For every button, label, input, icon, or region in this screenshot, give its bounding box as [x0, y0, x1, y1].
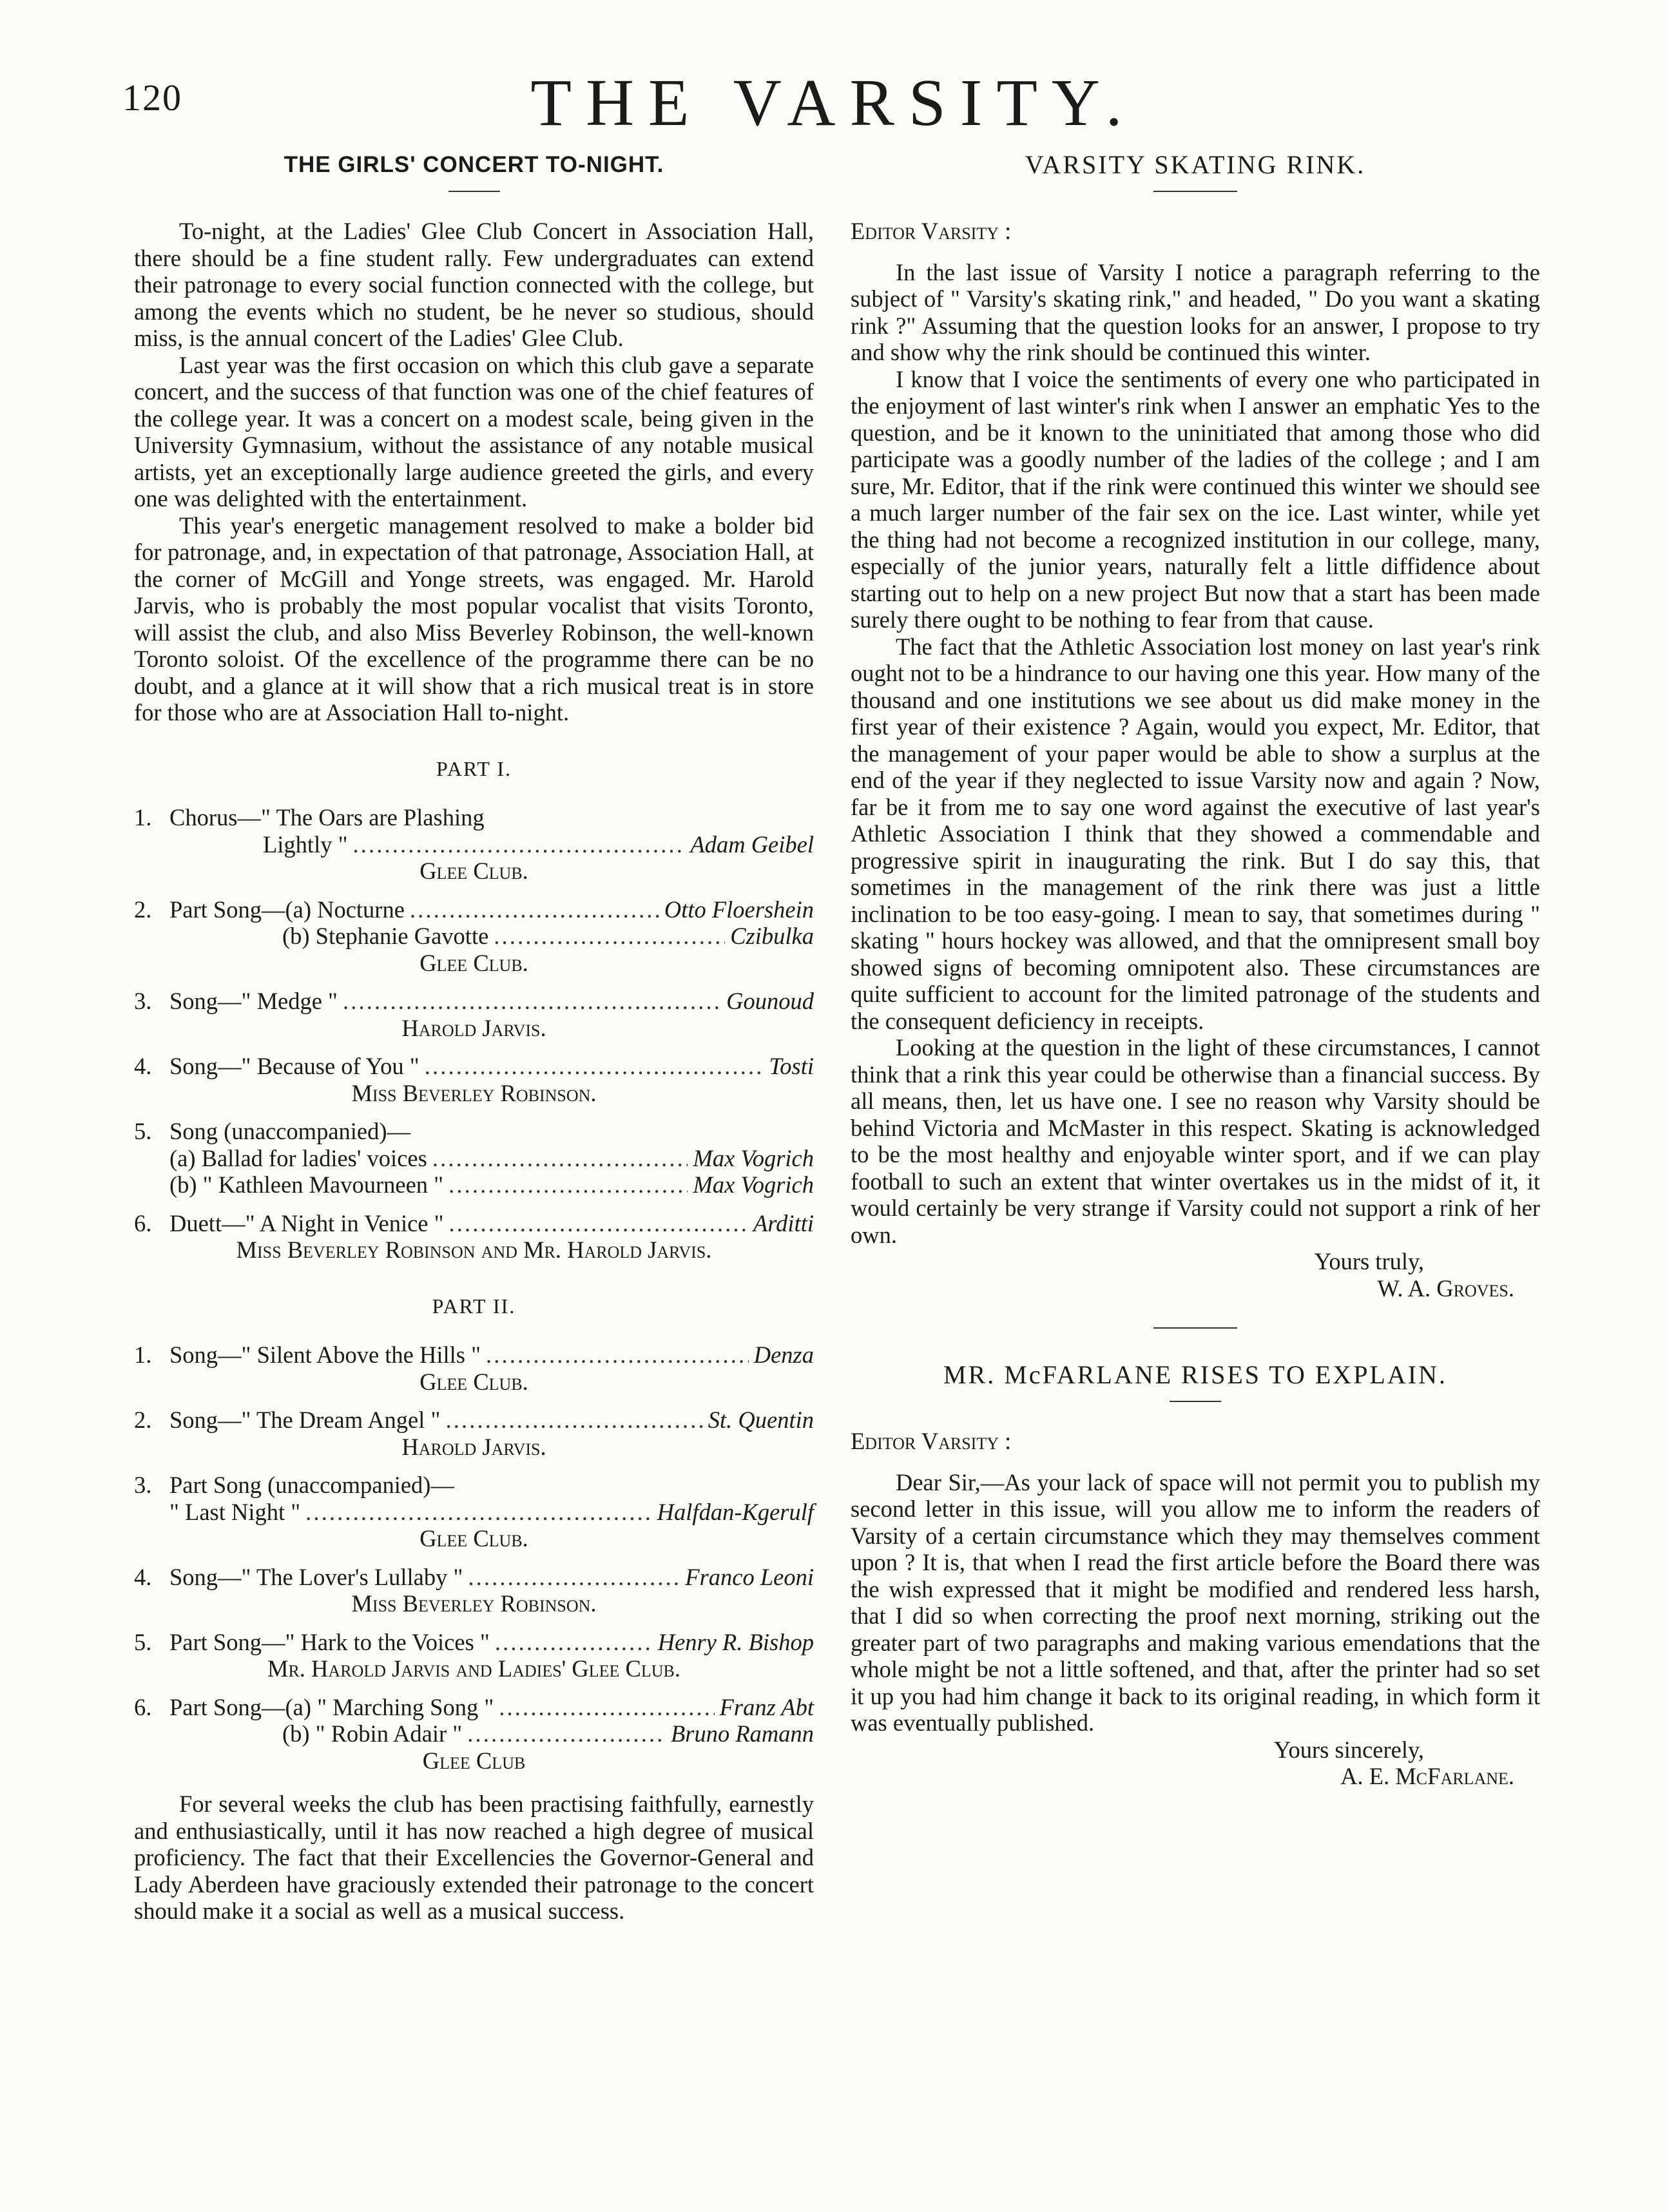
item-composer: Otto Floershein — [664, 896, 814, 923]
article-closing-paragraph: For several weeks the club has been practising faithfully, earnestly and enthusiastically, until it has now reached a high degree of musical proficiency. The fact that their Excellencies the Governor-General and Lady Aberdeen have graciously extended their patronage to the concert should make it a social as well as a musical success. — [134, 1791, 814, 1924]
programme-item — [134, 1564, 814, 1617]
programme-item — [134, 1210, 814, 1264]
item-performer: Harold Jarvis. — [401, 1014, 546, 1041]
letter-salutation: Editor Varsity : — [851, 1428, 1012, 1454]
letter-paragraph: The fact that the Athletic Association lost money on last year's rink ought not to be a hindrance to our having one this year. How many of the thousand and one institutions we see about us did make money in the first year of their existence ? Again, would you expect, Mr. Editor, that the management of your paper would be able to show a surplus at the end of the year if they neglected to issue Varsity now and again ? Now, far be it from me to say one word against the executive of last year's Athletic Association I think that they showed a commendable and progressive spirit in inaugurating the rink. But I do say this, that sometimes in the management of the rink there was just a little inclination to be too easy-going. I mean to say, that sometimes during " skating " hours hockey was allowed, and that the omnipresent small boy showed signs of becoming omnipotent also. These circumstances are quite sufficient to account for the limited patronage of the students and the consequent deficiency in receipts. — [851, 633, 1540, 1034]
letter-signature: A. E. McFarlane. — [1340, 1763, 1514, 1789]
item-title: (b) " Kathleen Mavourneen " — [169, 1171, 444, 1198]
item-number: 2. — [134, 896, 152, 923]
item-composer: Max Vogrich — [693, 1171, 814, 1198]
programme-item — [134, 1472, 814, 1552]
masthead: THE VARSITY. — [530, 66, 1137, 140]
programme-part-heading: PART II. — [432, 1294, 516, 1318]
item-number: 4. — [134, 1053, 152, 1079]
item-title: (b) " Robin Adair " — [282, 1720, 463, 1747]
item-title: Song—" The Dream Angel " — [169, 1407, 441, 1433]
programme-item — [134, 1407, 814, 1460]
programme-part-heading: PART I. — [436, 756, 512, 780]
item-number: 5. — [134, 1118, 152, 1144]
page-number: 120 — [122, 77, 182, 119]
letter-paragraph: I know that I voice the sentiments of every one who participated in the enjoyment of last winter's rink when I answer an emphatic Yes to the question, and be it known to the uninitiated that among those who did participate was a goodly number of the ladies of the college ; and I am sure, Mr. Editor, that if the rink were continued this winter we should see a much larger number of the fair sex on the ice. Last winter, while yet the thing had not become a recognized institution in our college, many, especially of the junior years, naturally felt a little diffidence about starting out to help on a new project But now that a start has been made surely there ought to be nothing to fear from that cause. — [851, 365, 1540, 633]
item-number: 3. — [134, 988, 152, 1014]
item-title: (a) Ballad for ladies' voices — [169, 1144, 427, 1171]
item-performer: Glee Club. — [419, 1525, 528, 1552]
item-number: 5. — [134, 1628, 152, 1655]
item-composer: Adam Geibel — [690, 831, 814, 858]
item-composer: Denza — [753, 1342, 814, 1368]
item-title: (b) Stephanie Gavotte — [282, 923, 489, 949]
programme-item — [134, 804, 814, 885]
section-divider — [1153, 1327, 1237, 1329]
item-performer: Miss Beverley Robinson. — [351, 1079, 597, 1106]
article-paragraph: To-night, at the Ladies' Glee Club Concert in Association Hall, there should be a fine student rally. Few undergraduates can extend their patronage to every social function connected with the college, but among the events which no student, be he never so studious, should miss, is the annual concert of the Ladies' Glee Club. — [134, 218, 814, 351]
programme-item — [134, 1118, 814, 1198]
letter-closing: Yours truly, — [1314, 1248, 1424, 1274]
item-title: " Last Night " — [169, 1498, 301, 1525]
mcfarlane-headline: MR. McFARLANE RISES TO EXPLAIN. — [943, 1360, 1447, 1389]
item-number: 3. — [134, 1472, 152, 1498]
item-performer: Miss Beverley Robinson and Mr. Harold Jarvis. — [236, 1236, 712, 1263]
programme-item — [134, 1342, 814, 1395]
item-title: Part Song—" Hark to the Voices " — [169, 1628, 490, 1655]
item-title: Song (unaccompanied)— — [169, 1118, 411, 1144]
item-performer: Glee Club. — [419, 1368, 528, 1395]
item-number: 1. — [134, 1342, 152, 1368]
item-title: Part Song—(a) Nocturne — [169, 896, 405, 923]
article-paragraph: Last year was the first occasion on which this club gave a separate concert, and the success of that function was one of the chief features of the college year. It was a concert on a modest scale, being given in the University Gymnasium, without the assistance of any notable musical artists, yet an exceptionally large audience greeted the girls, and every one was delighted with the entertainment. — [134, 351, 814, 512]
girls-concert-headline: THE GIRLS' CONCERT TO-NIGHT. — [284, 152, 664, 177]
letter-paragraph: Looking at the question in the light of these circumstances, I cannot think that a rink this year could be otherwise than a financial success. By all means, then, let us have one. I see no reason why Varsity should be behind Victoria and McMaster in this respect. Skating is acknowledged to be the most healthy and enjoyable winter sport, and if we can play football to such an extent that winter overtakes us in the midst of it, it would certainly be very strange if Varsity could not support a rink of her own. — [851, 1034, 1540, 1248]
item-title: Song—" The Lover's Lullaby " — [169, 1563, 463, 1590]
item-title: Lightly " — [263, 831, 348, 858]
item-performer: Glee Club — [422, 1747, 526, 1774]
programme-item — [134, 1694, 814, 1774]
headline-rule — [1153, 191, 1237, 192]
item-number: 6. — [134, 1209, 152, 1236]
right-column — [851, 148, 1540, 1790]
item-title: Song—" Because of You " — [169, 1053, 419, 1079]
programme-item — [134, 896, 814, 977]
item-composer: Gounoud — [726, 988, 814, 1014]
letter-closing: Yours sincerely, — [1273, 1736, 1424, 1763]
item-performer: Harold Jarvis. — [401, 1433, 546, 1460]
item-composer: Max Vogrich — [693, 1144, 814, 1171]
item-composer: Bruno Ramann — [670, 1720, 814, 1747]
item-composer: Czibulka — [730, 923, 814, 949]
headline-rule — [1170, 1401, 1221, 1402]
headline-rule — [448, 191, 500, 192]
item-number: 4. — [134, 1563, 152, 1590]
item-title: Part Song (unaccompanied)— — [169, 1472, 454, 1498]
item-composer: Franz Abt — [719, 1693, 814, 1720]
item-number: 1. — [134, 804, 152, 831]
article-paragraph: This year's energetic management resolved to make a bolder bid for patronage, and, in expectation of that patronage, Association Hall, at the corner of McGill and Yonge streets, was engaged. Mr. Harold Jarvis, who is probably the most popular vocalist that visits Toronto, will assist the club, and also Miss Beverley Robinson, the well-known Toronto soloist. Of the excellence of the programme there can be no doubt, and a glance at it will show that a rich musical treat is in store for those who are at Association Hall to-night. — [134, 512, 814, 726]
item-composer: Henry R. Bishop — [657, 1628, 814, 1655]
left-column — [134, 148, 814, 1925]
programme-item — [134, 1053, 814, 1106]
item-number: 6. — [134, 1693, 152, 1720]
letter-signature: W. A. Groves. — [1377, 1274, 1514, 1302]
item-composer: Franco Leoni — [685, 1563, 814, 1590]
item-title: Duett—" A Night in Venice " — [169, 1209, 444, 1236]
item-title: Part Song—(a) " Marching Song " — [169, 1693, 494, 1720]
item-performer: Miss Beverley Robinson. — [351, 1590, 597, 1617]
item-number: 2. — [134, 1407, 152, 1433]
letter-paragraph: Dear Sir,—As your lack of space will not permit you to publish my second letter in this issue, will you allow me to inform the readers of Varsity of a certain circumstance which they may themselves comment upon ? It is, that when I read the first article before the Board there was the wish expressed that it might be modified and rendered less harsh, that I did so when correcting the proof next morning, striking out the greater part of two paragraphs and making various emendations that the whole might be not a little softened, and that, after the printer had so set it up you had him change it back to its original reading, in which form it was eventually published. — [851, 1468, 1540, 1736]
letter-paragraph: In the last issue of Varsity I notice a paragraph referring to the subject of " Varsity's skating rink," and headed, " Do you want a skating rink ?" Assuming that the question looks for an answer, I propose to try and show why the rink should be continued this winter. — [851, 258, 1540, 365]
item-performer: Glee Club. — [419, 858, 528, 884]
item-title: Song—" Medge " — [169, 988, 338, 1014]
programme-item — [134, 1629, 814, 1682]
letter-salutation: Editor Varsity : — [851, 218, 1012, 244]
item-title: Song—" Silent Above the Hills " — [169, 1342, 481, 1368]
item-composer: Arditti — [753, 1209, 814, 1236]
item-composer: St. Quentin — [708, 1407, 814, 1433]
item-composer: Halfdan-Kgerulf — [657, 1498, 814, 1525]
item-composer: Tosti — [769, 1053, 814, 1079]
item-performer: Mr. Harold Jarvis and Ladies' Glee Club. — [267, 1655, 680, 1682]
programme-item — [134, 988, 814, 1041]
skating-rink-headline: VARSITY SKATING RINK. — [1025, 150, 1366, 179]
item-performer: Glee Club. — [419, 949, 528, 976]
item-title: Chorus—" The Oars are Plashing — [169, 804, 485, 831]
